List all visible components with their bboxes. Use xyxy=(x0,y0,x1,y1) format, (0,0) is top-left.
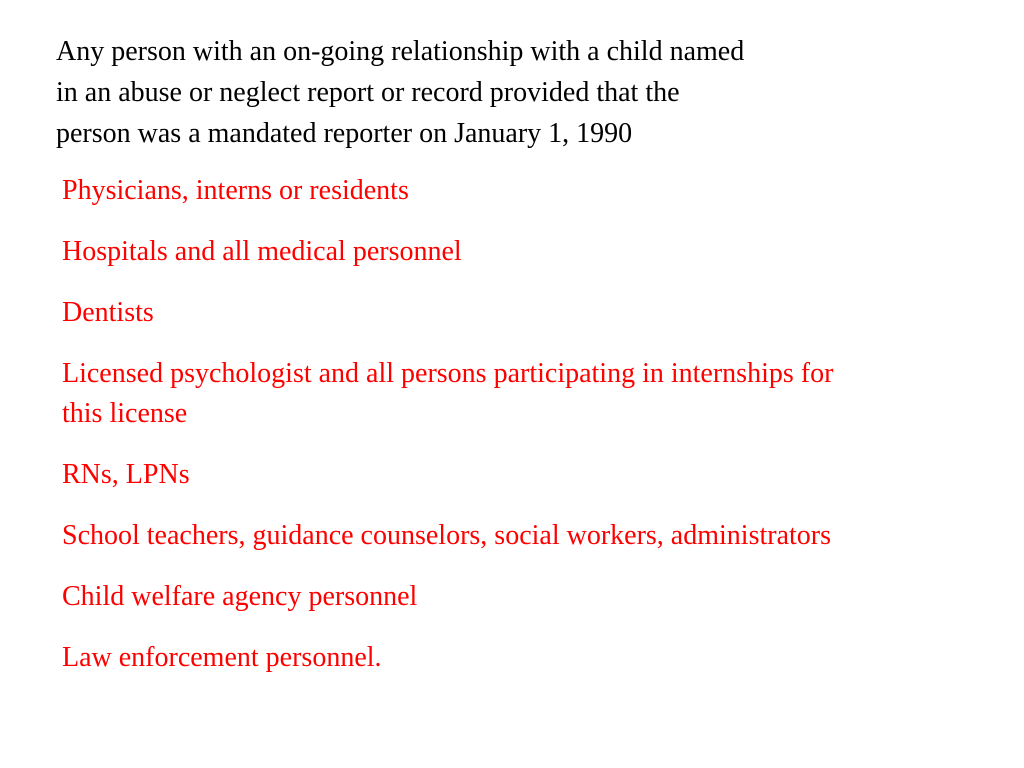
mandated-reporters-list xyxy=(62,171,1012,699)
list-item-school-staff: School teachers, guidance counselors, social workers, administrators xyxy=(62,520,832,551)
list-item-dentists: Dentists xyxy=(62,297,154,328)
intro-line-2: in an abuse or neglect report or record provided that the xyxy=(56,77,680,108)
list-item-law-enforcement: Law enforcement personnel. xyxy=(62,642,382,673)
list-item-nurses: RNs, LPNs xyxy=(62,459,190,490)
list-item-hospitals: Hospitals and all medical personnel xyxy=(62,236,462,267)
list-item-psychologists-line-1: Licensed psychologist and all persons participating in internships for xyxy=(62,358,834,389)
list-item-physicians: Physicians, interns or residents xyxy=(62,175,409,206)
intro-line-1: Any person with an on-going relationship with a child named xyxy=(56,36,745,67)
list-item-psychologists-line-2: this license xyxy=(62,398,188,429)
intro-paragraph xyxy=(56,31,956,154)
list-item-psychologists xyxy=(62,354,1012,434)
list-item-child-welfare: Child welfare agency personnel xyxy=(62,581,418,612)
intro-line-3: person was a mandated reporter on January 1, 1990 xyxy=(56,118,633,149)
